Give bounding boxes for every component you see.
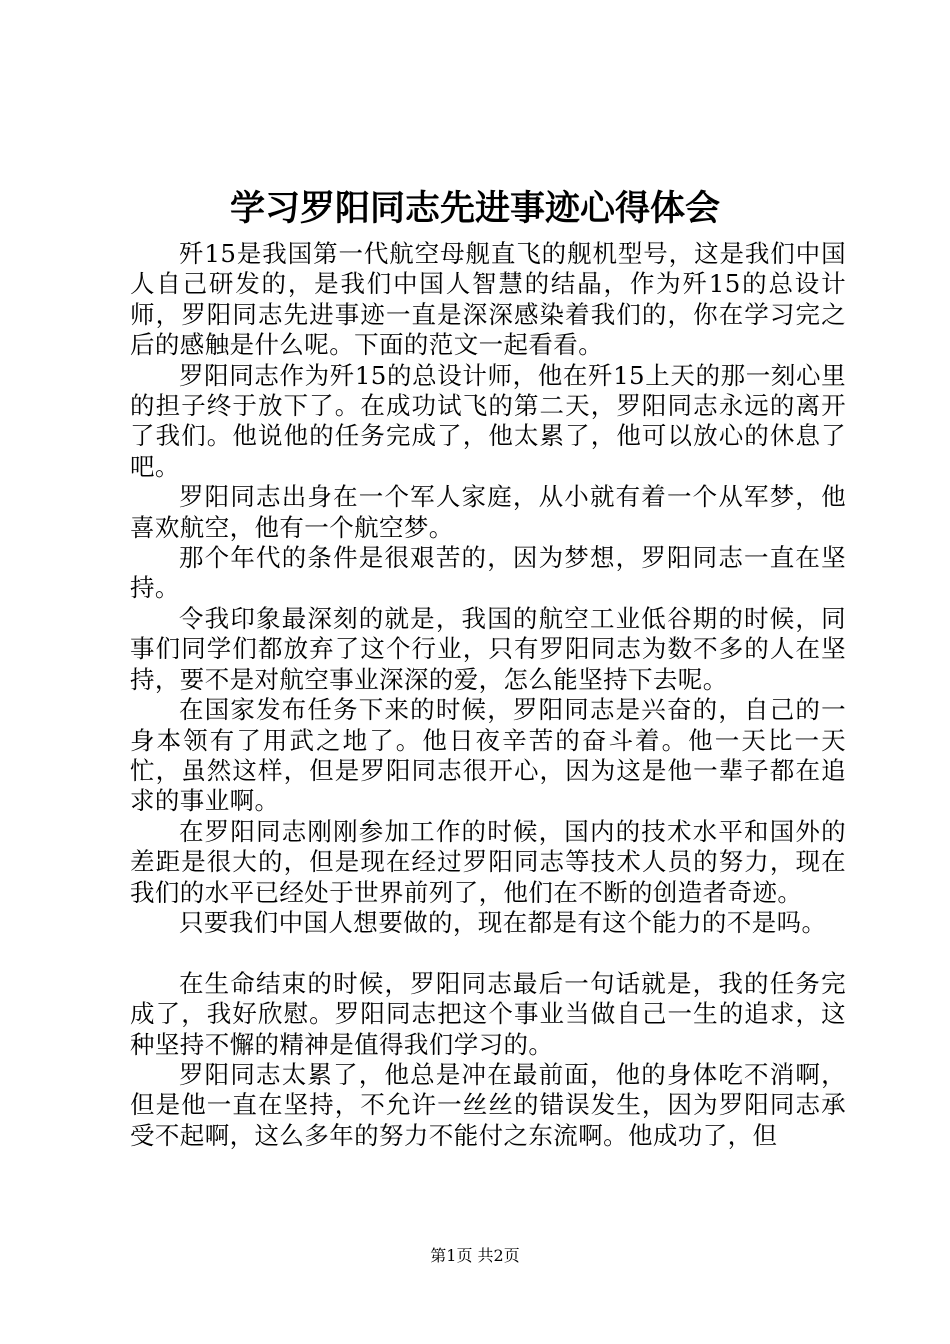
- paragraph-7: 在罗阳同志刚刚参加工作的时候，国内的技术水平和国外的差距是很大的，但是现在经过罗阳同志等技术人员的努力，现在我们的水平已经处于世界前列了，他们在不断的创造者奇迹。: [130, 816, 846, 907]
- paragraph-6: 在国家发布任务下来的时候，罗阳同志是兴奋的，自己的一身本领有了用武之地了。他日夜辛苦的奋斗着。他一天比一天忙，虽然这样，但是罗阳同志很开心，因为这是他一辈子都在追求的事业啊。: [130, 695, 846, 816]
- document-body: [130, 239, 846, 1151]
- document-title: 学习罗阳同志先进事迹心得体会: [229, 188, 720, 229]
- paragraph-4: 那个年代的条件是很艰苦的，因为梦想，罗阳同志一直在坚持。: [130, 543, 846, 603]
- paragraph-spacer: [130, 938, 846, 968]
- paragraph-3: 罗阳同志出身在一个军人家庭，从小就有着一个从军梦，他喜欢航空，他有一个航空梦。: [130, 482, 846, 542]
- paragraph-8: 只要我们中国人想要做的，现在都是有这个能力的不是吗。: [179, 907, 827, 937]
- page-number-footer: 第1页 共2页: [430, 1246, 520, 1265]
- paragraph-5: 令我印象最深刻的就是，我国的航空工业低谷期的时候，同事们同学们都放弃了这个行业，只有罗阳同志为数不多的人在坚持，要不是对航空事业深深的爱，怎么能坚持下去呢。: [130, 603, 846, 694]
- paragraph-9: 在生命结束的时候，罗阳同志最后一句话就是，我的任务完成了，我好欣慰。罗阳同志把这个事业当做自己一生的追求，这种坚持不懈的精神是值得我们学习的。: [130, 968, 846, 1059]
- paragraph-2: 罗阳同志作为歼15的总设计师，他在歼15上天的那一刻心里的担子终于放下了。在成功试飞的第二天，罗阳同志永远的离开了我们。他说他的任务完成了，他太累了，他可以放心的休息了吧。: [130, 360, 846, 481]
- paragraph-1: 歼15是我国第一代航空母舰直飞的舰机型号，这是我们中国人自己研发的，是我们中国人智慧的结晶，作为歼15的总设计师，罗阳同志先进事迹一直是深深感染着我们的，你在学习完之后的感触是什么呢。下面的范文一起看看。: [130, 239, 846, 360]
- paragraph-10: 罗阳同志太累了，他总是冲在最前面，他的身体吃不消啊，但是他一直在坚持，不允许一丝丝的错误发生，因为罗阳同志承受不起啊，这么多年的努力不能付之东流啊。他成功了，但: [130, 1059, 846, 1150]
